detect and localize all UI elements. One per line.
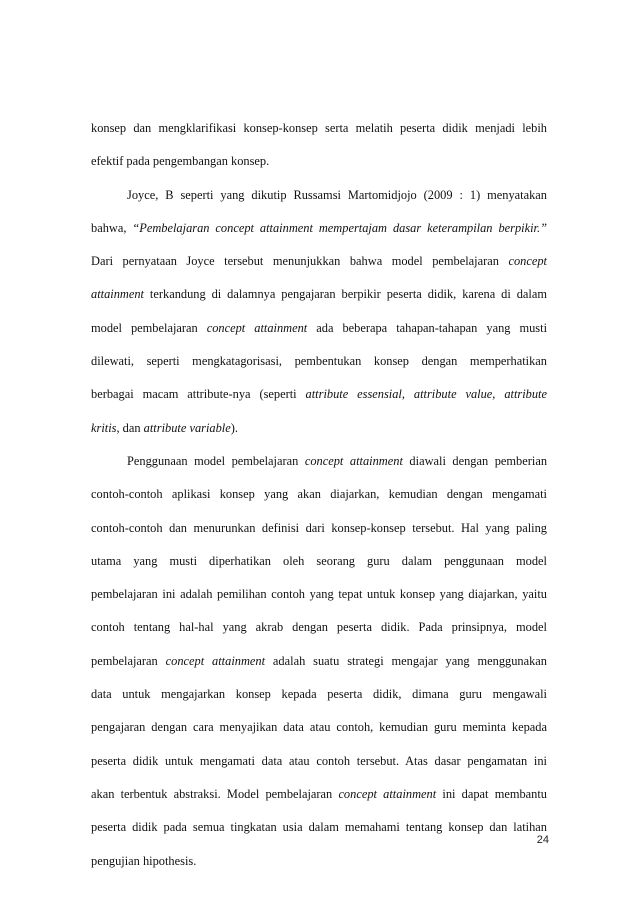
- text-segment: pengajaran dengan cara menyajikan data atau contoh, kemudian guru meminta kepada: [91, 720, 547, 735]
- text-segment: diawali dengan pemberian: [402, 453, 548, 468]
- text-segment: , dan: [116, 420, 144, 435]
- text-line: [91, 718, 547, 736]
- text-segment: konsep dan mengklarifikasi konsep-konsep serta melatih peserta didik menjadi lebih: [91, 121, 547, 135]
- text-line: [91, 452, 547, 470]
- text-segment: peserta didik pada semua tingkatan usia dalam memahami tentang konsep dan latihan: [91, 820, 547, 835]
- text-line: [91, 852, 547, 870]
- text-segment: utama yang musti diperhatikan oleh seorang guru dalam penggunaan model: [91, 553, 547, 568]
- text-segment: pembelajaran: [91, 653, 166, 668]
- text-segment: Penggunaan model pembelajaran: [127, 453, 305, 468]
- text-segment: ).: [230, 420, 238, 435]
- text-segment: dilewati, seperti mengkatagorisasi, pembentukan konsep dengan memperhatikan: [91, 354, 547, 369]
- text-line: [91, 419, 547, 437]
- text-segment: pembelajaran ini adalah pemilihan contoh yang tepat untuk konsep yang diajarkan, yaitu: [91, 587, 547, 602]
- text-segment: akan terbentuk abstraksi. Model pembelajaran: [91, 786, 339, 801]
- italic-text: concept attainment: [338, 786, 437, 801]
- text-segment: Dari pernyataan Joyce tersebut menunjukkan bahwa model pembelajaran: [91, 254, 509, 269]
- text-line: [91, 252, 547, 270]
- text-line: [91, 519, 547, 537]
- text-line: [91, 285, 547, 303]
- italic-text: “Pembelajaran concept attainment mempertajam dasar keterampilan berpikir.”: [132, 220, 547, 235]
- text-line: [91, 618, 547, 636]
- text-line: [91, 119, 547, 137]
- text-segment: model pembelajaran: [91, 320, 207, 335]
- text-segment: bahwa,: [91, 220, 133, 235]
- italic-text: attribute essensial, attribute value, attribute: [305, 387, 547, 402]
- text-line: [91, 219, 547, 237]
- italic-text: concept attainment: [165, 653, 266, 668]
- page-number: 24: [536, 834, 549, 846]
- text-line: [91, 752, 547, 770]
- text-segment: efektif pada pengembangan konsep.: [91, 154, 270, 169]
- text-segment: pengujian hipothesis.: [91, 853, 197, 868]
- text-line: [91, 552, 547, 570]
- text-segment: berbagai macam attribute-nya (seperti: [91, 387, 306, 402]
- text-segment: ini dapat membantu: [436, 786, 547, 801]
- document-body-text: [91, 119, 547, 885]
- text-line: [91, 152, 547, 170]
- text-line: [91, 652, 547, 670]
- text-segment: contoh-contoh dan menurunkan definisi dari konsep-konsep tersebut. Hal yang paling: [91, 520, 547, 535]
- text-segment: peserta didik untuk mengamati data atau contoh tersebut. Atas dasar pengamatan ini: [91, 753, 547, 768]
- text-line: [91, 818, 547, 836]
- text-line: [91, 485, 547, 503]
- text-line: [91, 785, 547, 803]
- text-line: [91, 385, 547, 403]
- text-segment: ada beberapa tahapan-tahapan yang musti: [307, 320, 548, 335]
- text-segment: terkandung di dalamnya pengajaran berpikir peserta didik, karena di dalam: [144, 287, 547, 302]
- text-line: [91, 352, 547, 370]
- italic-text: concept attainment: [304, 453, 403, 468]
- italic-text: attainment: [91, 287, 144, 302]
- text-segment: Joyce, B seperti yang dikutip Russamsi Martomidjojo (2009 : 1) menyatakan: [127, 187, 547, 202]
- text-line: [91, 585, 547, 603]
- text-segment: contoh-contoh aplikasi konsep yang akan diajarkan, kemudian dengan mengamati: [91, 487, 547, 502]
- text-segment: contoh tentang hal-hal yang akrab dengan peserta didik. Pada prinsipnya, model: [91, 620, 547, 635]
- italic-text: kritis: [91, 420, 117, 435]
- text-segment: data untuk mengajarkan konsep kepada peserta didik, dimana guru mengawali: [91, 687, 547, 702]
- text-line: [91, 319, 547, 337]
- italic-text: concept attainment: [206, 320, 308, 335]
- text-line: [91, 186, 547, 204]
- italic-text: concept: [508, 254, 547, 269]
- text-segment: adalah suatu strategi mengajar yang menggunakan: [265, 653, 547, 668]
- text-line: [91, 685, 547, 703]
- italic-text: attribute variable: [143, 420, 231, 435]
